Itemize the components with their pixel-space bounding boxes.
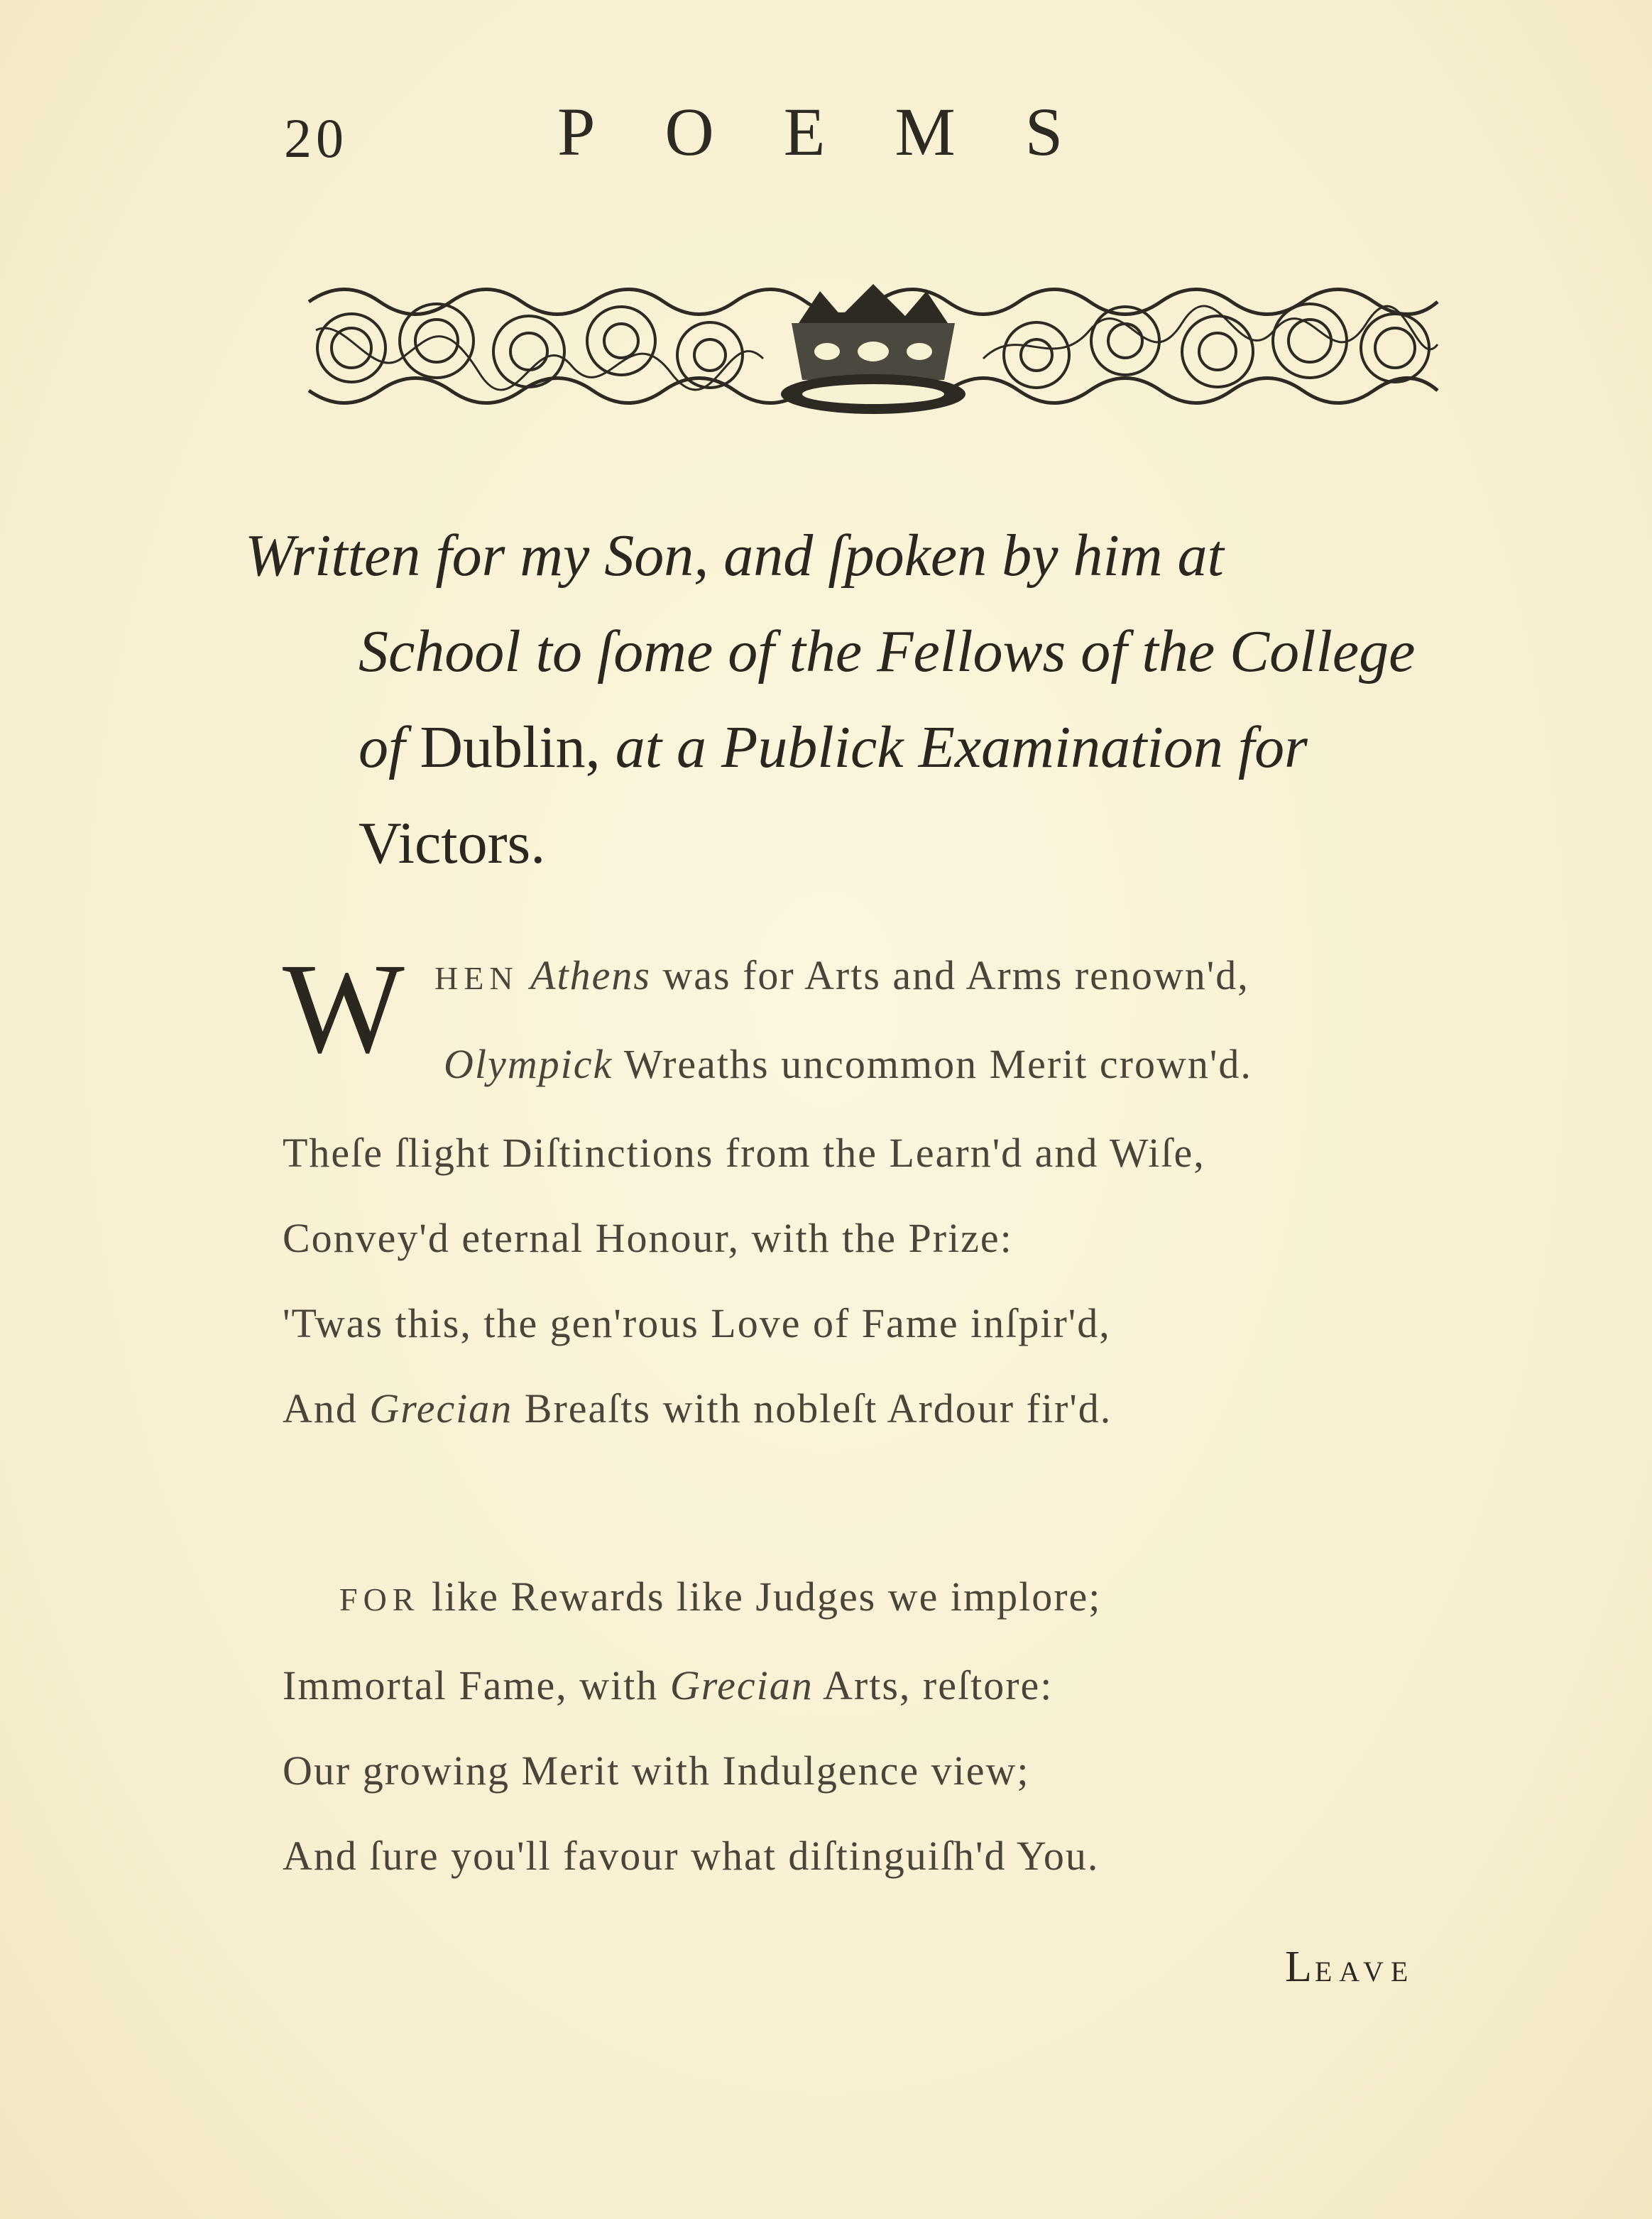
running-title: POEMS [557,94,1133,170]
stanza1-line-5: 'Twas this, the gen'rous Love of Fame inſpir'd, [283,1300,1111,1346]
stanza1-line-6-grecian: Grecian [369,1385,513,1432]
catchword-rest: EAVE [1314,1956,1416,1988]
stanza2-line-2-a: Immortal Fame, with [283,1662,659,1708]
stanza2-line-1-smallcaps: FOR [339,1581,420,1618]
stanza1-line-6 [283,1385,1112,1432]
stanza1-line-6-rest: Breaſts with nobleſt Ardour fir'd. [524,1385,1112,1432]
stanza1-line-4: Convey'd eternal Honour, with the Prize: [283,1215,1013,1261]
heading-line-2: School to ſome of the Fellows of the College [359,618,1416,685]
stanza1-line-2-olympick: Olympick [444,1041,613,1087]
heading-line-1: Written for my Son, and ſpoken by him at [245,523,1224,589]
heading-line-3 [245,699,1466,795]
stanza2-line-1 [339,1573,1101,1620]
stanza2-line-2-grecian: Grecian [669,1662,814,1708]
heading-line-3-rest: at a Publick Examination for [615,714,1308,780]
page-number: 20 [284,107,348,169]
stanza1-line-1 [434,952,1249,999]
stanza1-line-1-rest: was for Arts and Arms renown'd, [662,952,1249,998]
stanza2-line-2 [283,1662,1053,1709]
stanza1-line-1-athens: Athens [530,952,651,998]
stanza1-line-1-smallcaps: HEN [434,960,519,996]
heading-line-3-dublin: Dublin, [420,714,601,780]
heading-line-3-of: of [359,714,405,780]
catchword-cap: L [1285,1943,1315,1991]
stanza2-line-4: And ſure you'll favour what diſtinguiſh'd You. [283,1833,1100,1879]
stanza1-line-3: Theſe ſlight Diſtinctions from the Learn'd and Wiſe, [283,1130,1205,1176]
stanza2-line-2-rest: Arts, reſtore: [823,1662,1054,1708]
ornamental-headpiece-icon [302,273,1445,419]
stanza2-line-1-rest: like Rewards like Judges we implore; [431,1574,1102,1620]
stanza1-line-2 [444,1040,1252,1088]
stanza1-line-2-rest: Wreaths uncommon Merit crown'd. [623,1041,1252,1087]
poem-heading [245,508,1466,891]
heading-line-4: Victors. [359,810,546,876]
drop-cap: W [283,937,405,1080]
catchword [1285,1942,1415,1992]
stanza2-line-3: Our growing Merit with Indulgence view; [283,1748,1030,1794]
stanza1-line-6-and: And [283,1385,358,1432]
